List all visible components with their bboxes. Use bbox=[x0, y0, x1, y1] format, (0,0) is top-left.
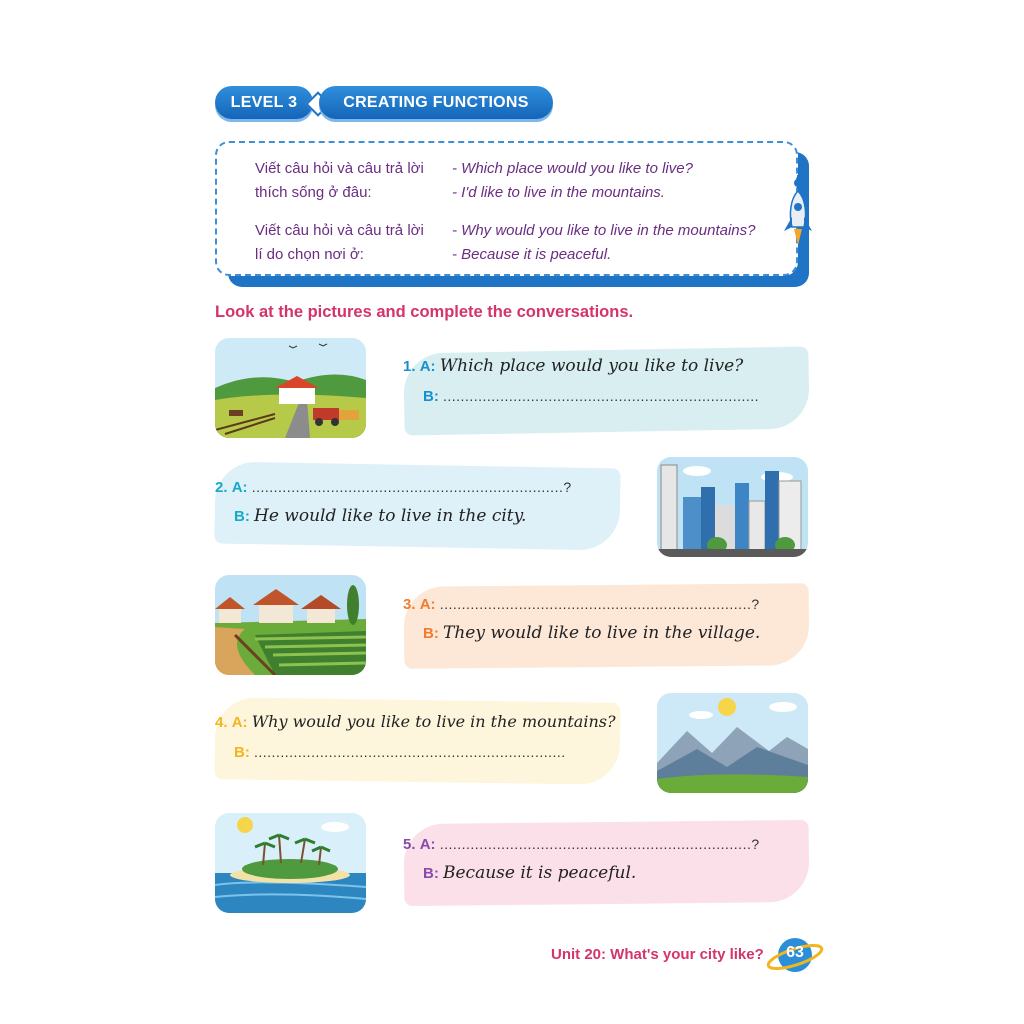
info-box bbox=[215, 141, 798, 276]
conversation-3-b-label: B: bbox=[423, 625, 439, 642]
conversation-3-number: 3. bbox=[403, 596, 416, 613]
conversation-5-a bbox=[403, 836, 760, 853]
conversation-4-b-label: B: bbox=[234, 744, 250, 761]
instruction-text: Look at the pictures and complete the conversations. bbox=[215, 303, 634, 321]
conversation-2-b-label: B: bbox=[234, 508, 250, 525]
conversation-4-a-text: Why would you like to live in the mountains? bbox=[251, 712, 616, 731]
conversation-5-number: 5. bbox=[403, 836, 416, 853]
conversation-5-a-label: A: bbox=[419, 836, 436, 853]
conversation-5-b-text: Because it is peaceful. bbox=[443, 863, 637, 883]
village-picture bbox=[215, 575, 366, 675]
mountains-picture bbox=[657, 693, 808, 793]
conversation-3-b bbox=[423, 623, 760, 643]
conversation-5-b bbox=[423, 863, 636, 883]
conversation-2-b bbox=[234, 506, 526, 526]
conversation-1-b bbox=[423, 388, 759, 405]
level-badge: LEVEL 3 bbox=[215, 86, 313, 119]
conversation-4-b bbox=[234, 744, 566, 761]
conversation-1-a bbox=[403, 356, 743, 376]
conversation-2-a bbox=[215, 479, 572, 496]
info-en-1a: - Which place would you like to live? bbox=[452, 160, 693, 177]
rocket-icon bbox=[780, 175, 820, 255]
island-picture bbox=[215, 813, 366, 913]
conversation-5-a-blank: .......................................................................? bbox=[439, 836, 760, 852]
info-vi-2a: Viết câu hỏi và câu trả lời bbox=[255, 222, 424, 239]
unit-title: Unit 20: What's your city like? bbox=[551, 946, 764, 963]
conversation-3-a-blank: .......................................................................? bbox=[439, 596, 760, 612]
info-en-2a: - Why would you like to live in the mountains? bbox=[452, 222, 756, 239]
info-vi-2b: lí do chọn nơi ở: bbox=[255, 246, 364, 263]
conversation-3-a bbox=[403, 596, 760, 613]
conversation-5-b-label: B: bbox=[423, 865, 439, 882]
conversation-4-a-label: A: bbox=[231, 714, 248, 731]
conversation-4-background bbox=[214, 697, 620, 785]
conversation-1-a-label: A: bbox=[419, 358, 436, 375]
conversation-4-a bbox=[215, 712, 616, 731]
conversation-2-b-text: He would like to live in the city. bbox=[254, 506, 527, 526]
section-title: CREATING FUNCTIONS bbox=[319, 86, 553, 119]
conversation-1-a-text: Which place would you like to live? bbox=[439, 356, 744, 376]
info-vi-1b: thích sống ở đâu: bbox=[255, 184, 372, 201]
conversation-3-a-label: A: bbox=[419, 596, 436, 613]
info-en-2b: - Because it is peaceful. bbox=[452, 246, 612, 263]
city-picture bbox=[657, 457, 808, 557]
farm-picture bbox=[215, 338, 366, 438]
conversation-2-a-label: A: bbox=[231, 479, 248, 496]
conversation-4-number: 4. bbox=[215, 714, 228, 731]
conversation-4-b-blank: ....................................................................... bbox=[254, 744, 566, 760]
conversation-1-b-label: B: bbox=[423, 388, 439, 405]
info-en-1b: - I'd like to live in the mountains. bbox=[452, 184, 665, 201]
conversation-2-a-blank: .......................................................................? bbox=[251, 479, 572, 495]
conversation-2-number: 2. bbox=[215, 479, 228, 496]
page-number-badge bbox=[766, 934, 824, 976]
conversation-1-number: 1. bbox=[403, 358, 416, 375]
page-number: 63 bbox=[786, 944, 804, 961]
conversation-3-b-text: They would like to live in the village. bbox=[443, 623, 761, 643]
info-vi-1a: Viết câu hỏi và câu trả lời bbox=[255, 160, 424, 177]
conversation-1-b-blank: ........................................................................ bbox=[443, 388, 760, 404]
